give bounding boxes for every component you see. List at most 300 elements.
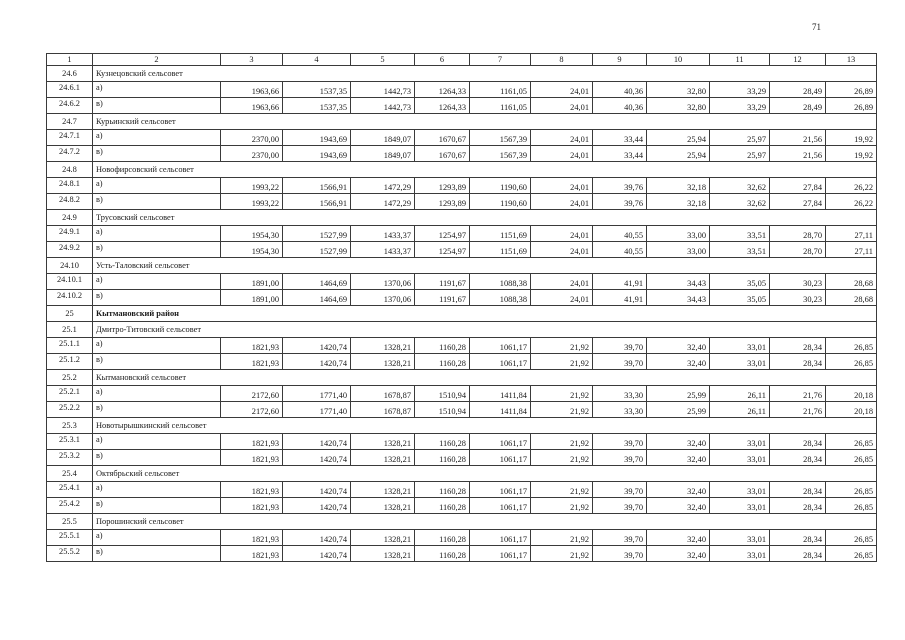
value-cell: 28,34 bbox=[770, 482, 826, 498]
value-cell: 24,01 bbox=[531, 130, 593, 146]
tariff-table bbox=[46, 53, 877, 562]
value-cell: 1527,99 bbox=[283, 242, 351, 258]
value-cell: 40,55 bbox=[593, 242, 647, 258]
value-cell: 1954,30 bbox=[221, 226, 283, 242]
value-cell: 33,29 bbox=[710, 98, 770, 114]
value-cell: 26,89 bbox=[826, 82, 877, 98]
value-cell: 32,80 bbox=[647, 98, 710, 114]
value-cell: 1464,69 bbox=[283, 274, 351, 290]
column-number-header: 2 bbox=[93, 54, 221, 66]
value-cell: 40,36 bbox=[593, 98, 647, 114]
row-label: а) bbox=[93, 434, 221, 450]
row-id: 25.4.2 bbox=[47, 498, 93, 514]
row-id: 25.2.1 bbox=[47, 386, 93, 402]
value-cell: 1433,37 bbox=[351, 226, 415, 242]
section-id: 24.6 bbox=[47, 66, 93, 82]
value-cell: 27,11 bbox=[826, 226, 877, 242]
section-name: Курьинский сельсовет bbox=[93, 114, 877, 130]
value-cell: 1328,21 bbox=[351, 498, 415, 514]
value-cell: 34,43 bbox=[647, 290, 710, 306]
value-cell: 32,62 bbox=[710, 178, 770, 194]
row-label: в) bbox=[93, 402, 221, 418]
value-cell: 32,62 bbox=[710, 194, 770, 210]
row-id: 24.9.1 bbox=[47, 226, 93, 242]
row-label: в) bbox=[93, 498, 221, 514]
row-id: 24.10.2 bbox=[47, 290, 93, 306]
value-cell: 39,70 bbox=[593, 354, 647, 370]
value-cell: 21,92 bbox=[531, 386, 593, 402]
value-cell: 1821,93 bbox=[221, 498, 283, 514]
value-cell: 39,70 bbox=[593, 450, 647, 466]
value-cell: 28,68 bbox=[826, 290, 877, 306]
section-row bbox=[47, 162, 877, 178]
value-cell: 33,01 bbox=[710, 450, 770, 466]
section-row bbox=[47, 210, 877, 226]
value-cell: 26,85 bbox=[826, 450, 877, 466]
value-cell: 1993,22 bbox=[221, 194, 283, 210]
value-cell: 1160,28 bbox=[415, 354, 470, 370]
value-cell: 1821,93 bbox=[221, 338, 283, 354]
section-id: 24.9 bbox=[47, 210, 93, 226]
section-row bbox=[47, 370, 877, 386]
value-cell: 1061,17 bbox=[470, 450, 531, 466]
section-id: 25.3 bbox=[47, 418, 93, 434]
row-label: в) bbox=[93, 98, 221, 114]
section-id: 25.4 bbox=[47, 466, 93, 482]
value-cell: 32,40 bbox=[647, 354, 710, 370]
value-cell: 1160,28 bbox=[415, 338, 470, 354]
row-id: 25.1.2 bbox=[47, 354, 93, 370]
value-cell: 1160,28 bbox=[415, 434, 470, 450]
value-cell: 40,36 bbox=[593, 82, 647, 98]
value-cell: 1190,60 bbox=[470, 194, 531, 210]
value-cell: 1567,39 bbox=[470, 130, 531, 146]
value-cell: 2370,00 bbox=[221, 146, 283, 162]
value-cell: 21,76 bbox=[770, 402, 826, 418]
value-cell: 1328,21 bbox=[351, 530, 415, 546]
value-cell: 40,55 bbox=[593, 226, 647, 242]
value-cell: 32,40 bbox=[647, 482, 710, 498]
table-body bbox=[47, 54, 877, 562]
value-cell: 1088,38 bbox=[470, 290, 531, 306]
value-cell: 1963,66 bbox=[221, 98, 283, 114]
value-cell: 24,01 bbox=[531, 178, 593, 194]
value-cell: 1821,93 bbox=[221, 482, 283, 498]
row-label: а) bbox=[93, 82, 221, 98]
row-id: 25.3.2 bbox=[47, 450, 93, 466]
table-row bbox=[47, 290, 877, 306]
value-cell: 1061,17 bbox=[470, 498, 531, 514]
value-cell: 1537,35 bbox=[283, 98, 351, 114]
row-id: 25.2.2 bbox=[47, 402, 93, 418]
section-name: Новофирсовский сельсовет bbox=[93, 162, 877, 178]
table-row bbox=[47, 242, 877, 258]
table-row bbox=[47, 178, 877, 194]
value-cell: 33,29 bbox=[710, 82, 770, 98]
row-label: а) bbox=[93, 178, 221, 194]
column-number-header: 11 bbox=[710, 54, 770, 66]
value-cell: 41,91 bbox=[593, 290, 647, 306]
value-cell: 32,40 bbox=[647, 498, 710, 514]
value-cell: 20,18 bbox=[826, 402, 877, 418]
value-cell: 1954,30 bbox=[221, 242, 283, 258]
section-row bbox=[47, 514, 877, 530]
value-cell: 1061,17 bbox=[470, 530, 531, 546]
value-cell: 1420,74 bbox=[283, 530, 351, 546]
value-cell: 1420,74 bbox=[283, 450, 351, 466]
value-cell: 28,70 bbox=[770, 242, 826, 258]
value-cell: 30,23 bbox=[770, 290, 826, 306]
row-label: в) bbox=[93, 290, 221, 306]
value-cell: 1370,06 bbox=[351, 274, 415, 290]
value-cell: 1151,69 bbox=[470, 242, 531, 258]
section-name: Новотырышкинский сельсовет bbox=[93, 418, 877, 434]
value-cell: 1510,94 bbox=[415, 402, 470, 418]
value-cell: 1328,21 bbox=[351, 546, 415, 562]
row-label: в) bbox=[93, 450, 221, 466]
value-cell: 1088,38 bbox=[470, 274, 531, 290]
section-id: 25.5 bbox=[47, 514, 93, 530]
value-cell: 1821,93 bbox=[221, 450, 283, 466]
value-cell: 33,01 bbox=[710, 530, 770, 546]
row-label: а) bbox=[93, 482, 221, 498]
column-number-header: 8 bbox=[531, 54, 593, 66]
value-cell: 27,84 bbox=[770, 178, 826, 194]
value-cell: 26,85 bbox=[826, 434, 877, 450]
column-number-header: 4 bbox=[283, 54, 351, 66]
section-id: 25 bbox=[47, 306, 93, 322]
column-number-header: 13 bbox=[826, 54, 877, 66]
value-cell: 19,92 bbox=[826, 146, 877, 162]
row-id: 24.8.2 bbox=[47, 194, 93, 210]
value-cell: 1328,21 bbox=[351, 434, 415, 450]
value-cell: 33,01 bbox=[710, 338, 770, 354]
table-row bbox=[47, 82, 877, 98]
value-cell: 1472,29 bbox=[351, 178, 415, 194]
value-cell: 21,92 bbox=[531, 530, 593, 546]
value-cell: 1061,17 bbox=[470, 482, 531, 498]
value-cell: 33,01 bbox=[710, 354, 770, 370]
value-cell: 1328,21 bbox=[351, 338, 415, 354]
row-id: 24.6.1 bbox=[47, 82, 93, 98]
value-cell: 1264,33 bbox=[415, 82, 470, 98]
value-cell: 39,76 bbox=[593, 178, 647, 194]
column-number-header: 9 bbox=[593, 54, 647, 66]
value-cell: 1160,28 bbox=[415, 530, 470, 546]
value-cell: 33,01 bbox=[710, 498, 770, 514]
value-cell: 26,22 bbox=[826, 194, 877, 210]
value-cell: 28,34 bbox=[770, 338, 826, 354]
section-name: Порошинский сельсовет bbox=[93, 514, 877, 530]
value-cell: 39,70 bbox=[593, 482, 647, 498]
value-cell: 26,85 bbox=[826, 482, 877, 498]
value-cell: 1771,40 bbox=[283, 386, 351, 402]
value-cell: 28,34 bbox=[770, 354, 826, 370]
value-cell: 1061,17 bbox=[470, 546, 531, 562]
value-cell: 32,18 bbox=[647, 194, 710, 210]
row-id: 24.7.2 bbox=[47, 146, 93, 162]
value-cell: 19,92 bbox=[826, 130, 877, 146]
value-cell: 25,99 bbox=[647, 386, 710, 402]
value-cell: 1472,29 bbox=[351, 194, 415, 210]
value-cell: 1849,07 bbox=[351, 146, 415, 162]
row-label: а) bbox=[93, 386, 221, 402]
value-cell: 1771,40 bbox=[283, 402, 351, 418]
value-cell: 39,76 bbox=[593, 194, 647, 210]
value-cell: 1891,00 bbox=[221, 274, 283, 290]
table-row bbox=[47, 450, 877, 466]
section-id: 24.7 bbox=[47, 114, 93, 130]
value-cell: 28,34 bbox=[770, 434, 826, 450]
value-cell: 21,56 bbox=[770, 130, 826, 146]
row-id: 25.5.2 bbox=[47, 546, 93, 562]
table-row bbox=[47, 482, 877, 498]
value-cell: 1420,74 bbox=[283, 546, 351, 562]
value-cell: 26,85 bbox=[826, 530, 877, 546]
section-name: Дмитро-Титовский сельсовет bbox=[93, 322, 877, 338]
table-row bbox=[47, 386, 877, 402]
value-cell: 35,05 bbox=[710, 274, 770, 290]
value-cell: 1420,74 bbox=[283, 498, 351, 514]
value-cell: 1420,74 bbox=[283, 482, 351, 498]
row-label: а) bbox=[93, 338, 221, 354]
value-cell: 21,92 bbox=[531, 402, 593, 418]
value-cell: 25,99 bbox=[647, 402, 710, 418]
column-number-header: 6 bbox=[415, 54, 470, 66]
row-label: а) bbox=[93, 274, 221, 290]
section-row bbox=[47, 466, 877, 482]
value-cell: 33,30 bbox=[593, 402, 647, 418]
row-label: в) bbox=[93, 242, 221, 258]
value-cell: 35,05 bbox=[710, 290, 770, 306]
value-cell: 1566,91 bbox=[283, 194, 351, 210]
table-row bbox=[47, 98, 877, 114]
value-cell: 1420,74 bbox=[283, 338, 351, 354]
section-name: Трусовский сельсовет bbox=[93, 210, 877, 226]
value-cell: 20,18 bbox=[826, 386, 877, 402]
section-id: 25.2 bbox=[47, 370, 93, 386]
value-cell: 1510,94 bbox=[415, 386, 470, 402]
column-number-header-row bbox=[47, 54, 877, 66]
value-cell: 2370,00 bbox=[221, 130, 283, 146]
table-row bbox=[47, 146, 877, 162]
value-cell: 33,00 bbox=[647, 226, 710, 242]
row-label: а) bbox=[93, 130, 221, 146]
value-cell: 21,92 bbox=[531, 498, 593, 514]
column-number-header: 10 bbox=[647, 54, 710, 66]
value-cell: 39,70 bbox=[593, 498, 647, 514]
row-id: 25.4.1 bbox=[47, 482, 93, 498]
value-cell: 28,34 bbox=[770, 546, 826, 562]
value-cell: 33,01 bbox=[710, 546, 770, 562]
value-cell: 1420,74 bbox=[283, 354, 351, 370]
table-row bbox=[47, 498, 877, 514]
value-cell: 30,23 bbox=[770, 274, 826, 290]
value-cell: 1821,93 bbox=[221, 434, 283, 450]
value-cell: 33,01 bbox=[710, 482, 770, 498]
table-row bbox=[47, 194, 877, 210]
value-cell: 26,85 bbox=[826, 546, 877, 562]
value-cell: 26,85 bbox=[826, 338, 877, 354]
column-number-header: 5 bbox=[351, 54, 415, 66]
value-cell: 24,01 bbox=[531, 98, 593, 114]
value-cell: 1678,87 bbox=[351, 402, 415, 418]
value-cell: 24,01 bbox=[531, 242, 593, 258]
value-cell: 1464,69 bbox=[283, 290, 351, 306]
value-cell: 25,97 bbox=[710, 130, 770, 146]
value-cell: 39,70 bbox=[593, 338, 647, 354]
section-row bbox=[47, 306, 877, 322]
table-row bbox=[47, 274, 877, 290]
page-number: 71 bbox=[812, 22, 821, 32]
row-label: а) bbox=[93, 226, 221, 242]
value-cell: 32,40 bbox=[647, 434, 710, 450]
value-cell: 1160,28 bbox=[415, 450, 470, 466]
value-cell: 1821,93 bbox=[221, 354, 283, 370]
value-cell: 33,01 bbox=[710, 434, 770, 450]
value-cell: 34,43 bbox=[647, 274, 710, 290]
section-row bbox=[47, 66, 877, 82]
value-cell: 28,49 bbox=[770, 82, 826, 98]
value-cell: 25,97 bbox=[710, 146, 770, 162]
value-cell: 21,56 bbox=[770, 146, 826, 162]
row-label: в) bbox=[93, 546, 221, 562]
value-cell: 24,01 bbox=[531, 290, 593, 306]
row-label: в) bbox=[93, 146, 221, 162]
value-cell: 24,01 bbox=[531, 82, 593, 98]
value-cell: 2172,60 bbox=[221, 402, 283, 418]
section-row bbox=[47, 114, 877, 130]
value-cell: 24,01 bbox=[531, 194, 593, 210]
value-cell: 33,44 bbox=[593, 146, 647, 162]
column-number-header: 1 bbox=[47, 54, 93, 66]
column-number-header: 3 bbox=[221, 54, 283, 66]
row-label: а) bbox=[93, 530, 221, 546]
value-cell: 21,92 bbox=[531, 450, 593, 466]
value-cell: 1433,37 bbox=[351, 242, 415, 258]
table-row bbox=[47, 354, 877, 370]
value-cell: 33,00 bbox=[647, 242, 710, 258]
row-id: 24.7.1 bbox=[47, 130, 93, 146]
value-cell: 21,92 bbox=[531, 434, 593, 450]
table-row bbox=[47, 338, 877, 354]
column-number-header: 12 bbox=[770, 54, 826, 66]
value-cell: 32,40 bbox=[647, 546, 710, 562]
value-cell: 1328,21 bbox=[351, 450, 415, 466]
value-cell: 28,70 bbox=[770, 226, 826, 242]
table-row bbox=[47, 530, 877, 546]
value-cell: 1293,89 bbox=[415, 194, 470, 210]
section-id: 25.1 bbox=[47, 322, 93, 338]
value-cell: 26,89 bbox=[826, 98, 877, 114]
value-cell: 27,84 bbox=[770, 194, 826, 210]
value-cell: 21,92 bbox=[531, 482, 593, 498]
row-label: в) bbox=[93, 354, 221, 370]
value-cell: 26,11 bbox=[710, 402, 770, 418]
value-cell: 1254,97 bbox=[415, 226, 470, 242]
value-cell: 1943,69 bbox=[283, 130, 351, 146]
table-row bbox=[47, 546, 877, 562]
value-cell: 26,22 bbox=[826, 178, 877, 194]
value-cell: 33,44 bbox=[593, 130, 647, 146]
value-cell: 28,34 bbox=[770, 450, 826, 466]
value-cell: 1160,28 bbox=[415, 482, 470, 498]
value-cell: 28,34 bbox=[770, 530, 826, 546]
value-cell: 39,70 bbox=[593, 530, 647, 546]
value-cell: 1061,17 bbox=[470, 434, 531, 450]
row-id: 24.10.1 bbox=[47, 274, 93, 290]
value-cell: 1191,67 bbox=[415, 290, 470, 306]
value-cell: 1963,66 bbox=[221, 82, 283, 98]
section-name: Кытмановский район bbox=[93, 306, 877, 322]
row-id: 25.1.1 bbox=[47, 338, 93, 354]
row-label: в) bbox=[93, 194, 221, 210]
value-cell: 1061,17 bbox=[470, 354, 531, 370]
value-cell: 1442,73 bbox=[351, 82, 415, 98]
section-name: Усть-Таловский сельсовет bbox=[93, 258, 877, 274]
value-cell: 1537,35 bbox=[283, 82, 351, 98]
table-row bbox=[47, 226, 877, 242]
value-cell: 33,51 bbox=[710, 226, 770, 242]
value-cell: 32,40 bbox=[647, 530, 710, 546]
value-cell: 28,34 bbox=[770, 498, 826, 514]
value-cell: 26,11 bbox=[710, 386, 770, 402]
value-cell: 21,92 bbox=[531, 354, 593, 370]
value-cell: 33,30 bbox=[593, 386, 647, 402]
value-cell: 1993,22 bbox=[221, 178, 283, 194]
value-cell: 1191,67 bbox=[415, 274, 470, 290]
value-cell: 25,94 bbox=[647, 146, 710, 162]
value-cell: 1670,67 bbox=[415, 130, 470, 146]
value-cell: 26,85 bbox=[826, 354, 877, 370]
value-cell: 27,11 bbox=[826, 242, 877, 258]
value-cell: 32,40 bbox=[647, 338, 710, 354]
row-id: 24.6.2 bbox=[47, 98, 93, 114]
value-cell: 1160,28 bbox=[415, 546, 470, 562]
section-name: Кузнецовский сельсовет bbox=[93, 66, 877, 82]
value-cell: 1442,73 bbox=[351, 98, 415, 114]
section-name: Кытмановский сельсовет bbox=[93, 370, 877, 386]
value-cell: 1328,21 bbox=[351, 482, 415, 498]
value-cell: 1566,91 bbox=[283, 178, 351, 194]
section-name: Октябрьский сельсовет bbox=[93, 466, 877, 482]
value-cell: 32,18 bbox=[647, 178, 710, 194]
value-cell: 41,91 bbox=[593, 274, 647, 290]
row-id: 25.3.1 bbox=[47, 434, 93, 450]
value-cell: 24,01 bbox=[531, 146, 593, 162]
value-cell: 1567,39 bbox=[470, 146, 531, 162]
value-cell: 2172,60 bbox=[221, 386, 283, 402]
row-id: 25.5.1 bbox=[47, 530, 93, 546]
value-cell: 1943,69 bbox=[283, 146, 351, 162]
value-cell: 1264,33 bbox=[415, 98, 470, 114]
value-cell: 28,49 bbox=[770, 98, 826, 114]
table-row bbox=[47, 434, 877, 450]
value-cell: 1370,06 bbox=[351, 290, 415, 306]
value-cell: 28,68 bbox=[826, 274, 877, 290]
value-cell: 21,92 bbox=[531, 546, 593, 562]
value-cell: 1678,87 bbox=[351, 386, 415, 402]
value-cell: 21,76 bbox=[770, 386, 826, 402]
section-row bbox=[47, 258, 877, 274]
value-cell: 25,94 bbox=[647, 130, 710, 146]
table-row bbox=[47, 130, 877, 146]
value-cell: 1891,00 bbox=[221, 290, 283, 306]
value-cell: 39,70 bbox=[593, 546, 647, 562]
value-cell: 1293,89 bbox=[415, 178, 470, 194]
value-cell: 32,40 bbox=[647, 450, 710, 466]
table-row bbox=[47, 402, 877, 418]
